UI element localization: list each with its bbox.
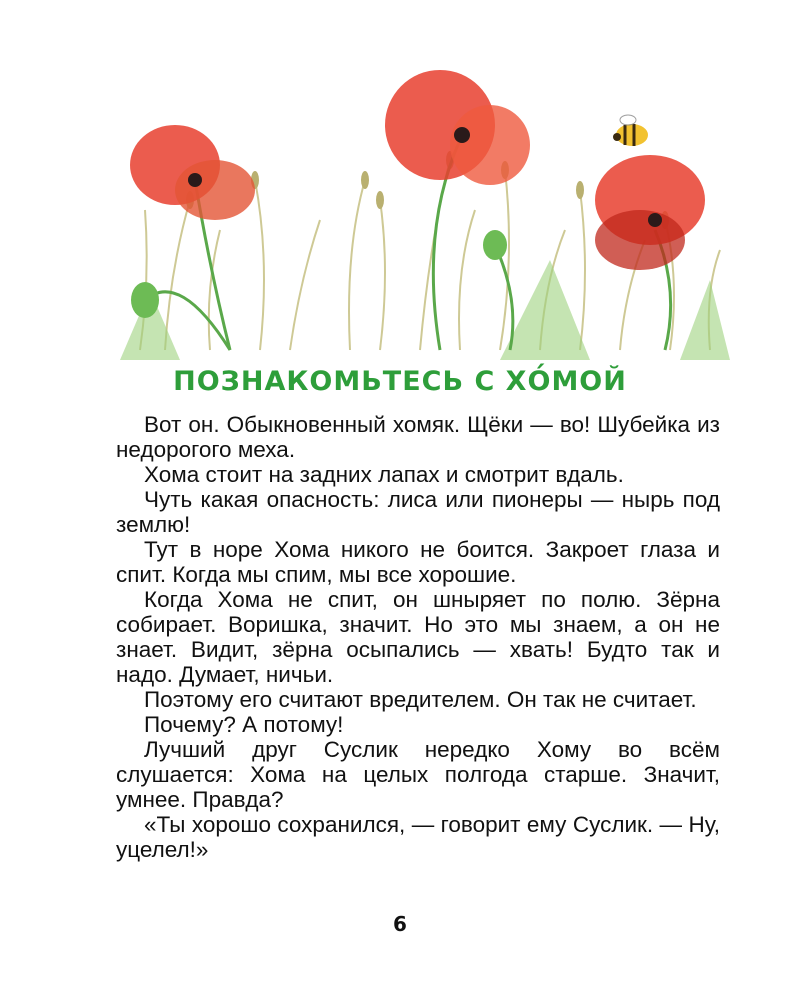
bee-icon <box>613 115 648 146</box>
chapter-title: ПОЗНАКОМЬТЕСЬ С ХО́МОЙ <box>173 366 627 397</box>
story-text <box>116 412 720 862</box>
paragraph: Лучший друг Суслик нередко Хому во всём слушается: Хома на целых полгода старше. Значит, умнее. Правда? <box>116 737 720 812</box>
paragraph: Чуть какая опасность: лиса или пионеры — нырь под землю! <box>116 487 720 537</box>
poppy-flower-right <box>595 155 705 270</box>
paragraph: Поэтому его считают вредителем. Он так не считает. <box>144 687 697 712</box>
paragraph: Почему? А потому! <box>144 712 344 737</box>
paragraph: Когда Хома не спит, он шныряет по полю. Зёрна собирает. Воришка, значит. Но это мы знаем, а он не знает. Видит, зёрна осыпались — хвать! Будто так и надо. Думает, ничьи. <box>116 587 720 687</box>
poppy-meadow-illustration <box>120 30 730 360</box>
paragraph: Вот он. Обыкновенный хомяк. Щёки — во! Шубейка из недорогого меха. <box>116 412 720 462</box>
paragraph: «Ты хорошо сохранился, — говорит ему Суслик. — Ну, уцелел!» <box>116 812 720 862</box>
poppy-flower-left <box>130 125 255 220</box>
paragraph: Хома стоит на задних лапах и смотрит вдаль. <box>144 462 624 487</box>
poppy-flower-center <box>385 70 530 185</box>
page-number: 6 <box>393 912 407 936</box>
poppy-buds <box>131 230 507 318</box>
paragraph: Тут в норе Хома никого не боится. Закроет глаза и спит. Когда мы спим, мы все хорошие. <box>116 537 720 587</box>
